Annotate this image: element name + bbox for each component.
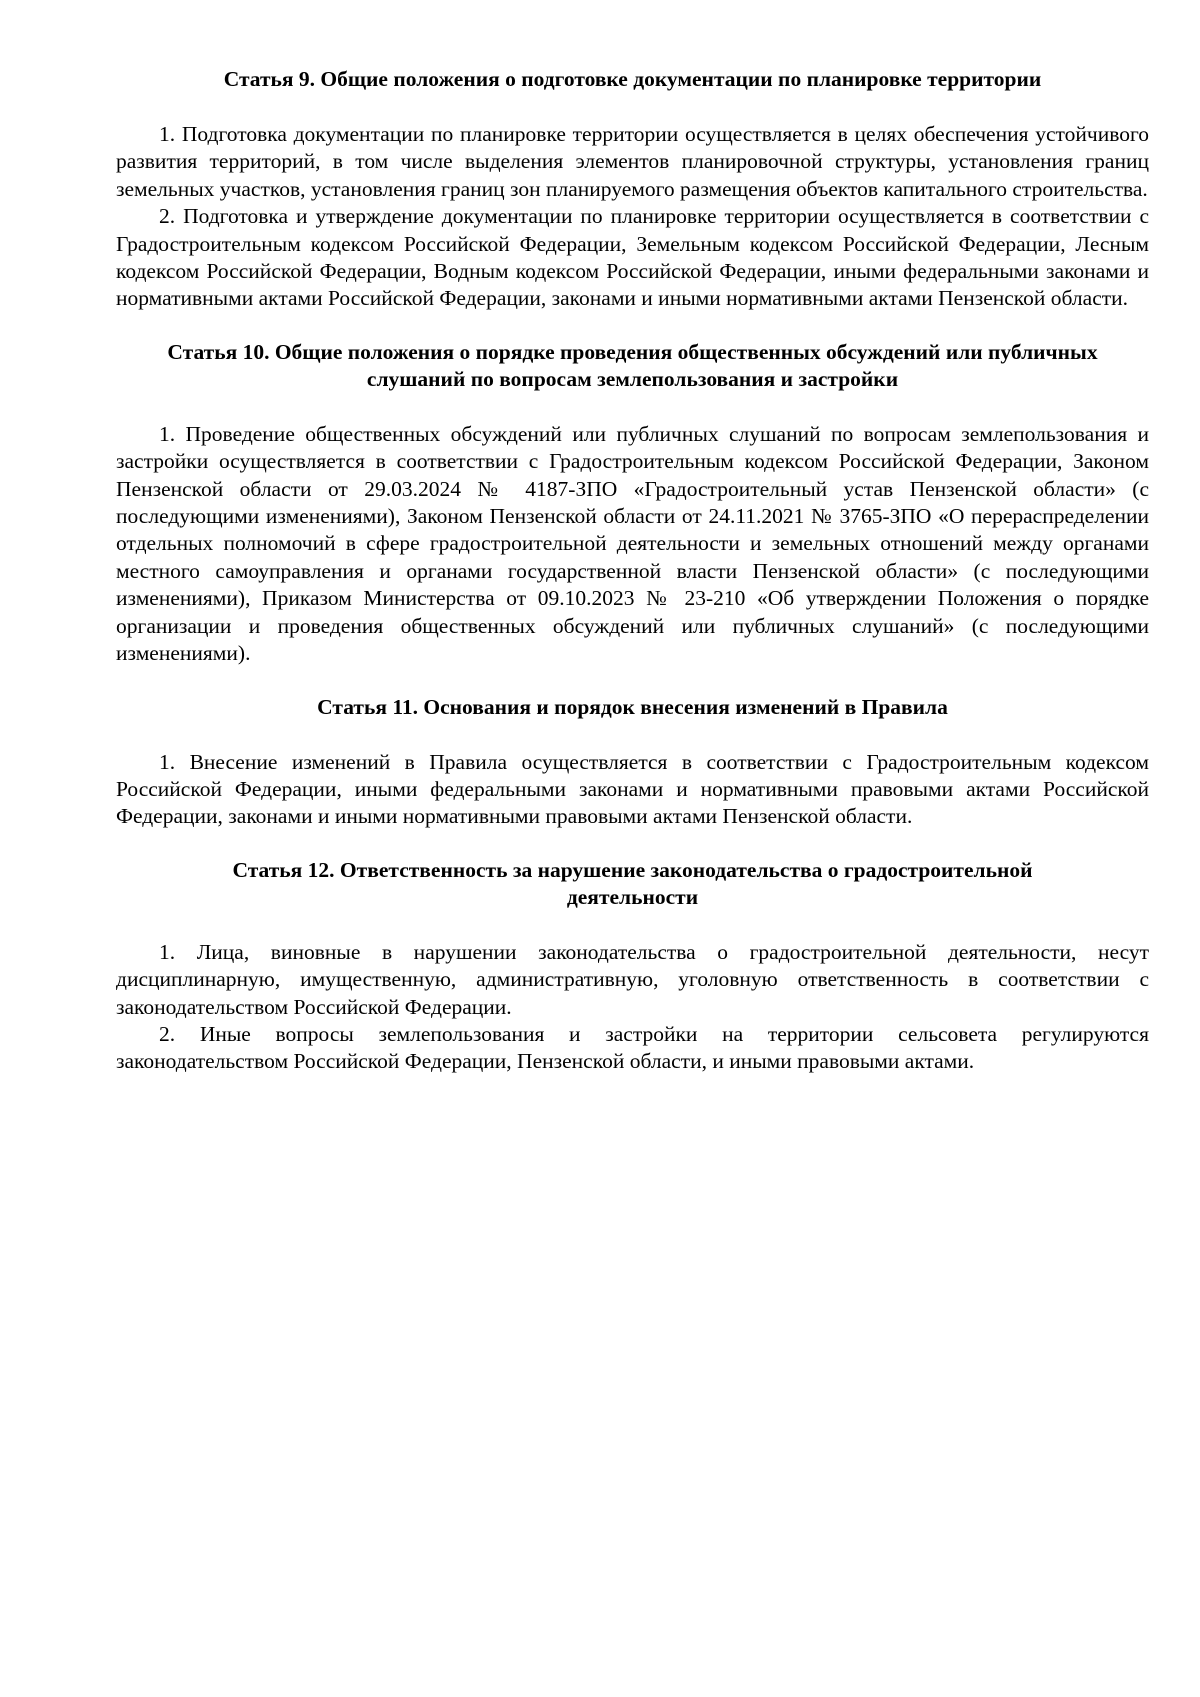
article-10: [116, 339, 1149, 668]
article-12: [116, 857, 1149, 1076]
article-11: [116, 694, 1149, 831]
article-title: Статья 11. Основания и порядок внесения изменений в Правила: [317, 694, 948, 719]
article-paragraph: 2. Иные вопросы землепользования и застройки на территории сельсовета регулируются законодательством Российской Федерации, Пензенской области, и иными правовыми актами.: [116, 1021, 1149, 1074]
document-page: [116, 66, 1149, 1102]
article-title: Статья 9. Общие положения о подготовке документации по планировке территории: [223, 67, 1042, 91]
article-9: [116, 66, 1149, 313]
article-paragraph: 1. Внесение изменений в Правила осуществляется в соответствии с Градостроительным кодексом Российской Федерации, иными федеральными законами и нормативными правовыми актами Российской Федерации, законами и иными нормативными правовыми актами Пензенской области.: [116, 749, 1149, 829]
article-paragraph: 1. Лица, виновные в нарушении законодательства о градостроительной деятельности, несут дисциплинарную, имущественную, административную, уголовную ответственность в соответствии с законодательством Российской Федерации.: [116, 939, 1149, 1019]
article-paragraph: 1. Подготовка документации по планировке территории осуществляется в целях обеспечения устойчивого развития территорий, в том числе выделения элементов планировочной структуры, установления границ земельных участков, установления границ зон планируемого размещения объектов капитального строительства.: [116, 122, 1149, 201]
article-title: Статья 12. Ответственность за нарушение законодательства о градостроительной деятельности: [232, 857, 1033, 909]
article-title: Статья 10. Общие положения о порядке проведения общественных обсуждений или публичных слушаний по вопросам землепользования и застройки: [167, 339, 1098, 391]
article-paragraph: 2. Подготовка и утверждение документации по планировке территории осуществляется в соответствии с Градостроительным кодексом Российской Федерации, Земельным кодексом Российской Федерации, Лесным кодексом Российской Федерации, Водным кодексом Российской Федерации, иными федеральными законами и нормативными актами Российской Федерации, законами и иными нормативными актами Пензенской области.: [116, 204, 1149, 311]
article-paragraph: 1. Проведение общественных обсуждений или публичных слушаний по вопросам землепользования и застройки осуществляется в соответствии с Градостроительным кодексом Российской Федерации, Законом Пензенской области от 29.03.2024 № 4187-ЗПО «Градостроительный устав Пензенской области» (с последующими изменениями), Законом Пензенской области от 24.11.2021 № 3765-ЗПО «О перераспределении отдельных полномочий в сфере градостроительной деятельности и земельных отношений между органами местного самоуправления и органами государственной власти Пензенской области» (с последующими изменениями), Приказом Министерства от 09.10.2023 № 23-210 «Об утверждении Положения о порядке организации и проведения общественных обсуждений или публичных слушаний» (с последующими изменениями).: [116, 421, 1149, 666]
